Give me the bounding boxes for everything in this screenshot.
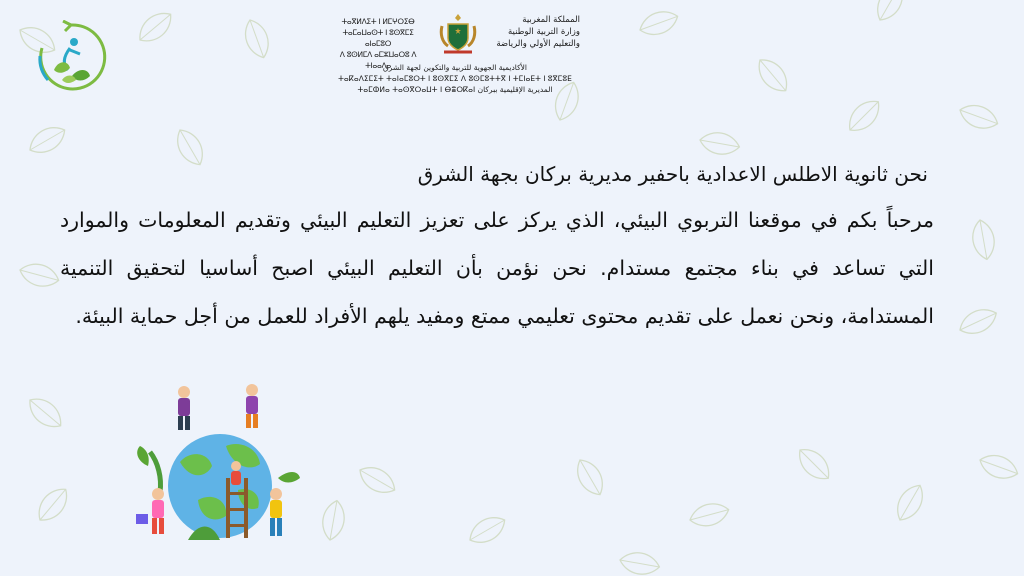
tifinagh-line-3: ⴷ ⵓⵙⵍⵎⴷ ⴰⵎⵣⵡⴰⵔⵓ ⴷ ⵜⵏⴰⴰⴷⴰ xyxy=(339,50,417,70)
arabic-line-1: المملكة المغربية xyxy=(522,15,580,25)
welcome-content xyxy=(60,158,934,340)
academy-tifinagh: ⵜⴰⴽⴰⴷⵉⵎⵉⵜ ⵜⴰⵏⴰⵎⵓⵔⵜ ⵏ ⵓⵙⴳⵎⵉ ⴷ ⵓⵙⵎⵓⵜⵜⴳ ⵏ ⵜⵎⵏⴰⴹⵜ ⵏ ⵓⴳⵎⵓⴹ xyxy=(338,74,572,83)
ministry-arabic-name xyxy=(492,14,580,50)
tifinagh-line-2: ⵜⴰⵎⴰⵡⴰⵙⵜ ⵏ ⵓⵙⴳⵎⵉ ⴰⵏⴰⵎⵓⵔ xyxy=(342,28,414,48)
moroccan-emblem-icon xyxy=(438,12,478,56)
ministry-header xyxy=(330,10,580,102)
arabic-line-3: والتعليم الأولي والرياضة xyxy=(496,39,580,49)
school-intro-line: نحن ثانوية الاطلس الاعدادية باحفير مديرية بركان بجهة الشرق xyxy=(417,162,928,186)
academy-arabic: الأكاديمية الجهوية للتربية والتكوين لجهة الشرق xyxy=(382,63,528,72)
welcome-paragraph: مرحباً بكم في موقعنا التربوي البيئي، الذي يركز على تعزيز التعليم البيئي وتقديم المعلومات والموارد التي تساعد في بناء مجتمع مستدام. نحن نؤمن بأن التعليم البيئي اصبح أساسيا لتحقيق التنمية المستدامة، ونحن نعمل على تقديم محتوى تعليمي ممتع ومفيد يلهم الأفراد للعمل من أجل حماية البيئة. xyxy=(60,208,934,328)
tifinagh-line-1: ⵜⴰⴳⵍⴷⵉⵜ ⵏ ⵍⵎⵖⵔⵉⴱ xyxy=(341,17,415,26)
kids-planting-globe-illustration-icon xyxy=(128,382,308,552)
academy-info xyxy=(330,62,580,95)
directorate-name: ⵜⴰⵎⵀⵍⴰ ⵜⴰⵙⴳⵔⴰⵡⵜ ⵏ ⴱⴻⵔⴽⴰⵏ المديرية الإقليمية ببركان xyxy=(357,85,553,94)
recycle-leaf-logo-icon xyxy=(34,20,108,94)
arabic-line-2: وزارة التربية الوطنية xyxy=(507,27,580,37)
